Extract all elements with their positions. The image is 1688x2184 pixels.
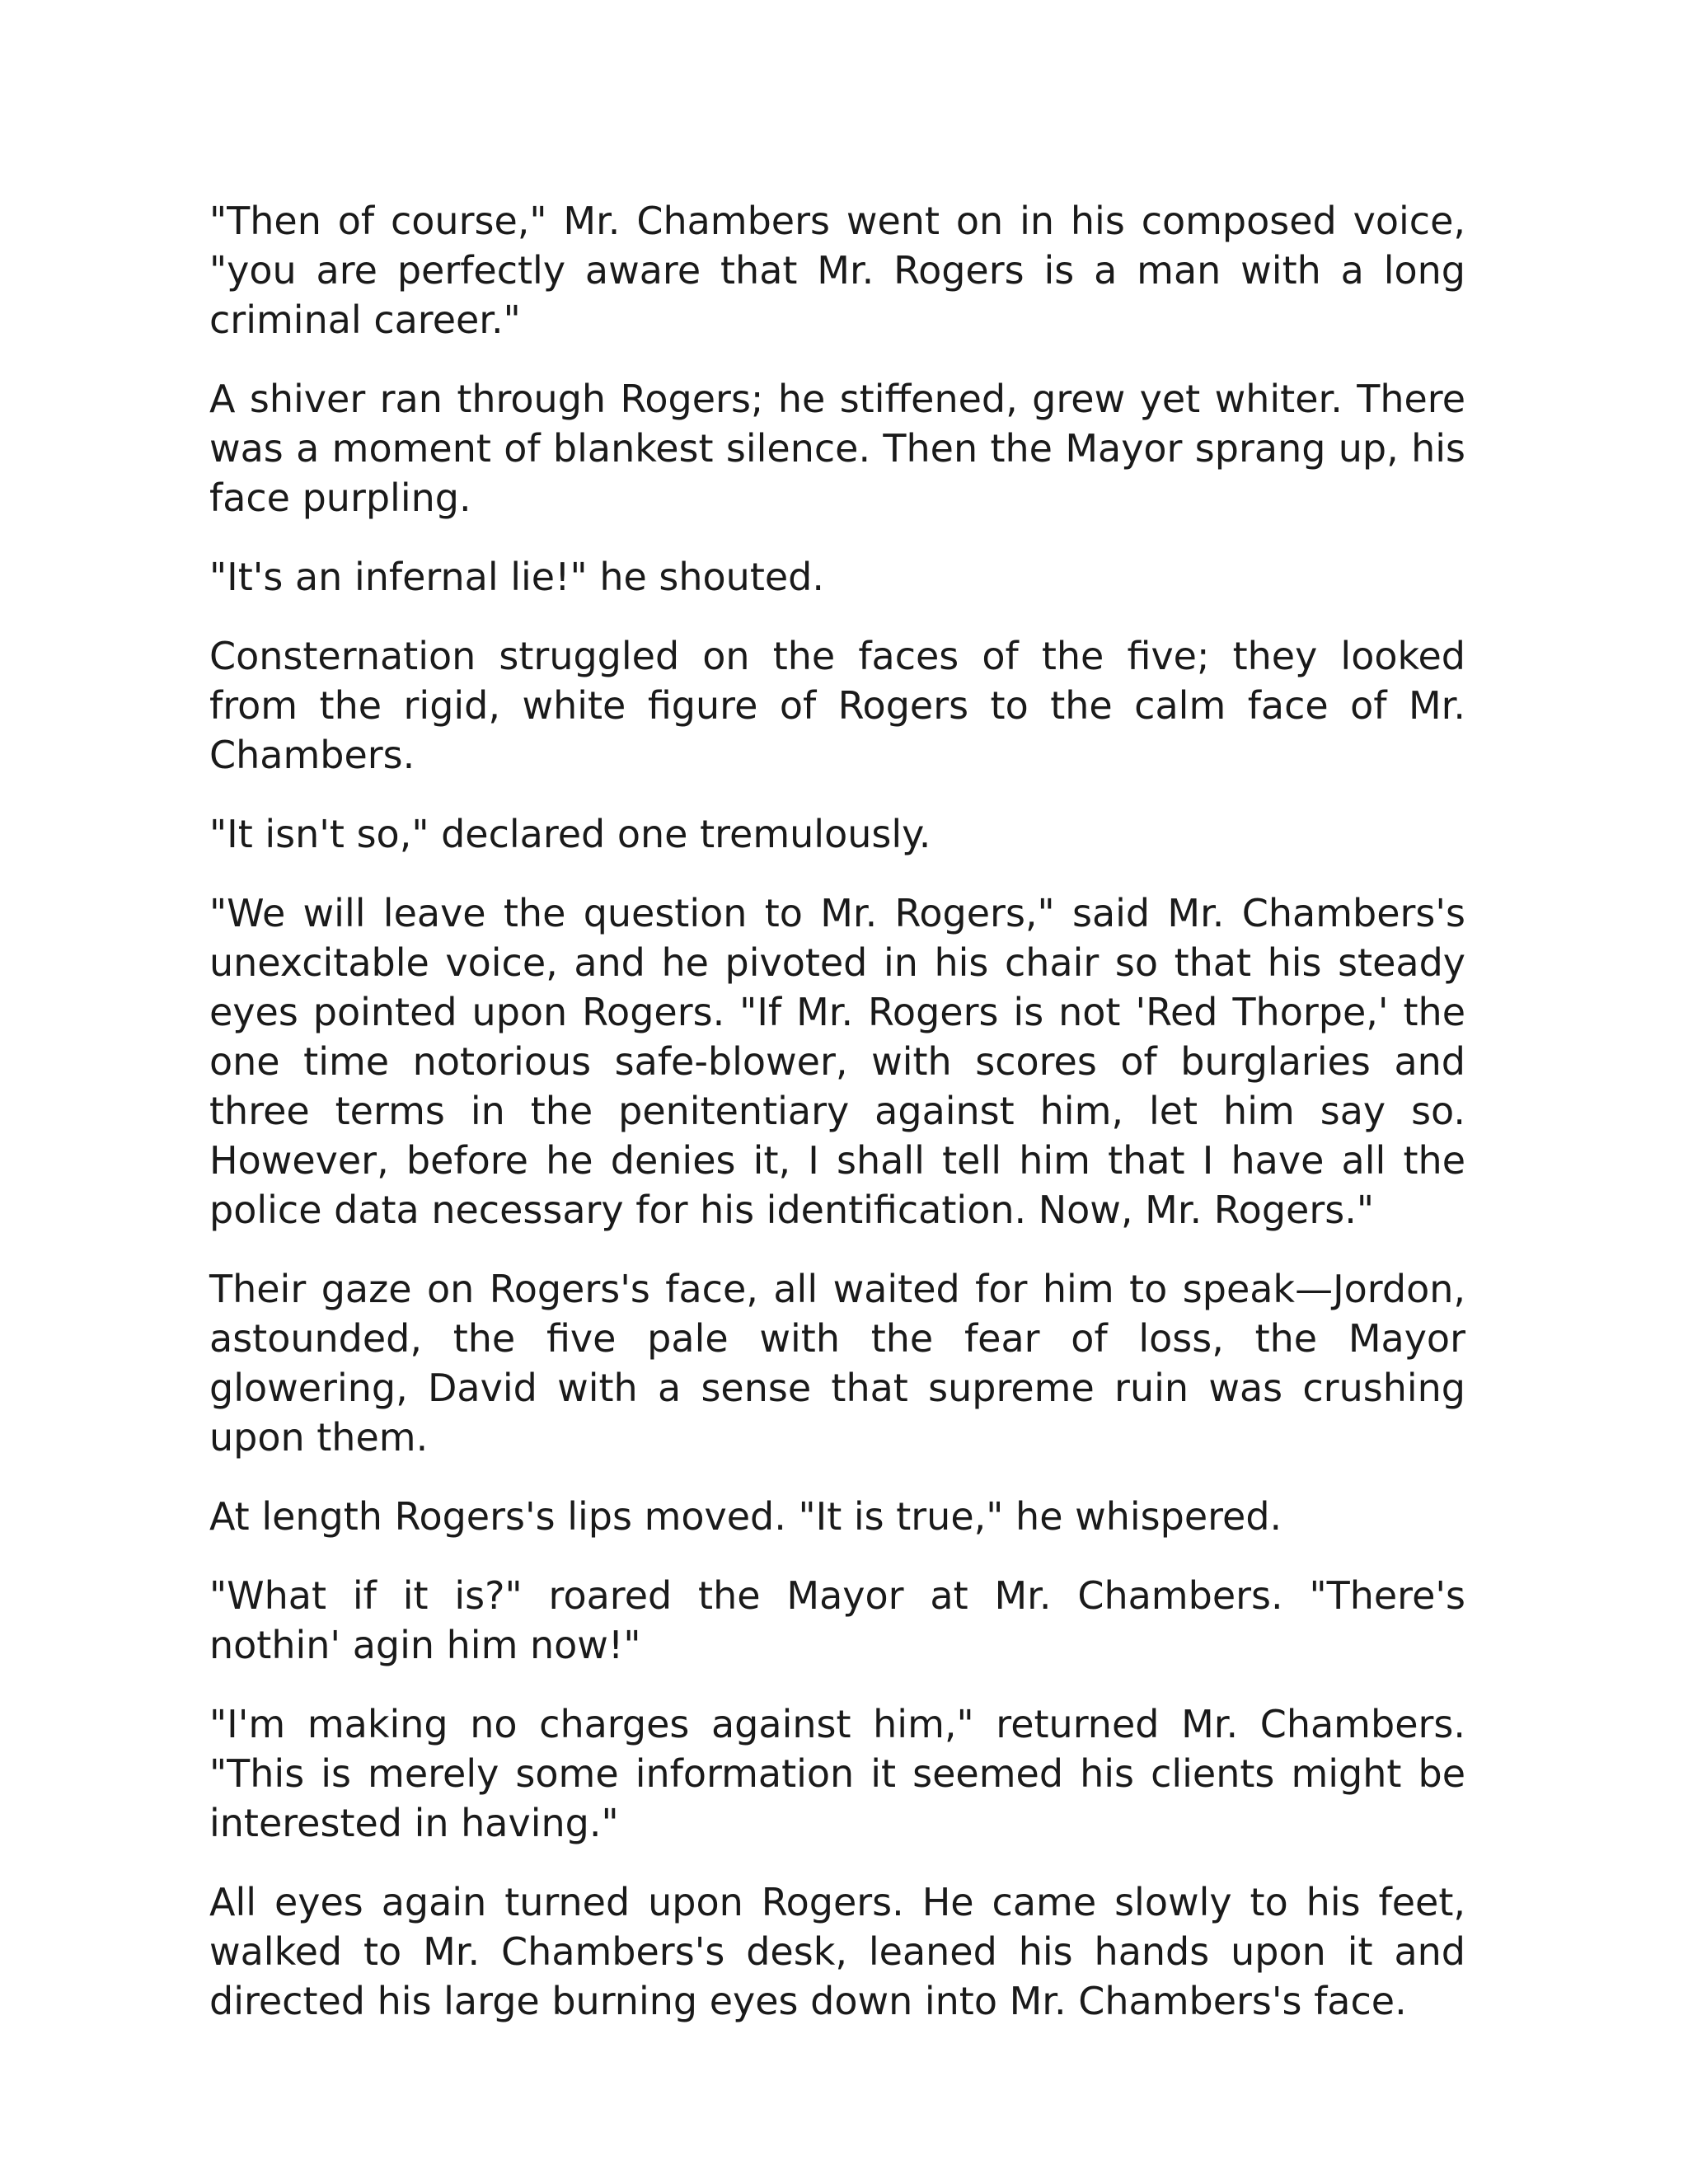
paragraph: "It's an infernal lie!" he shouted. bbox=[209, 555, 824, 599]
body-text bbox=[209, 196, 1465, 2055]
paragraph: Consternation struggled on the faces of the five; they looked from the rigid, white figure of Rogers to the calm face of Mr. Chambers. bbox=[209, 634, 1465, 777]
paragraph: A shiver ran through Rogers; he stiffened, grew yet whiter. There was a moment of blankest silence. Then the Mayor sprang up, his face purpling. bbox=[209, 377, 1465, 520]
paragraph: All eyes again turned upon Rogers. He came slowly to his feet, walked to Mr. Chambers's desk, leaned his hands upon it and directed his large burning eyes down into Mr. Chambers's face. bbox=[209, 1880, 1465, 2023]
paragraph: "I'm making no charges against him," returned Mr. Chambers. "This is merely some information it seemed his clients might be interested in having." bbox=[209, 1702, 1465, 1845]
paragraph: "We will leave the question to Mr. Rogers," said Mr. Chambers's unexcitable voice, and he pivoted in his chair so that his steady eyes pointed upon Rogers. "If Mr. Rogers is not 'Red Thorpe,' the one time notorious safe-blower, with scores of burglaries and three terms in the penitentiary against him, let him say so. However, before he denies it, I shall tell him that I have all the police data necessary for his identification. Now, Mr. Rogers." bbox=[209, 891, 1465, 1232]
paragraph: At length Rogers's lips moved. "It is true," he whispered. bbox=[209, 1494, 1282, 1539]
paragraph: "Then of course," Mr. Chambers went on in his composed voice, "you are perfectly aware that Mr. Rogers is a man with a long criminal career." bbox=[209, 199, 1465, 342]
paragraph: "What if it is?" roared the Mayor at Mr. Chambers. "There's nothin' agin him now!" bbox=[209, 1573, 1465, 1667]
paragraph: "It isn't so," declared one tremulously. bbox=[209, 812, 931, 856]
paragraph: Their gaze on Rogers's face, all waited for him to speak—Jordon, astounded, the five pale with the fear of loss, the Mayor glowering, David with a sense that supreme ruin was crushing upon them. bbox=[209, 1267, 1465, 1460]
